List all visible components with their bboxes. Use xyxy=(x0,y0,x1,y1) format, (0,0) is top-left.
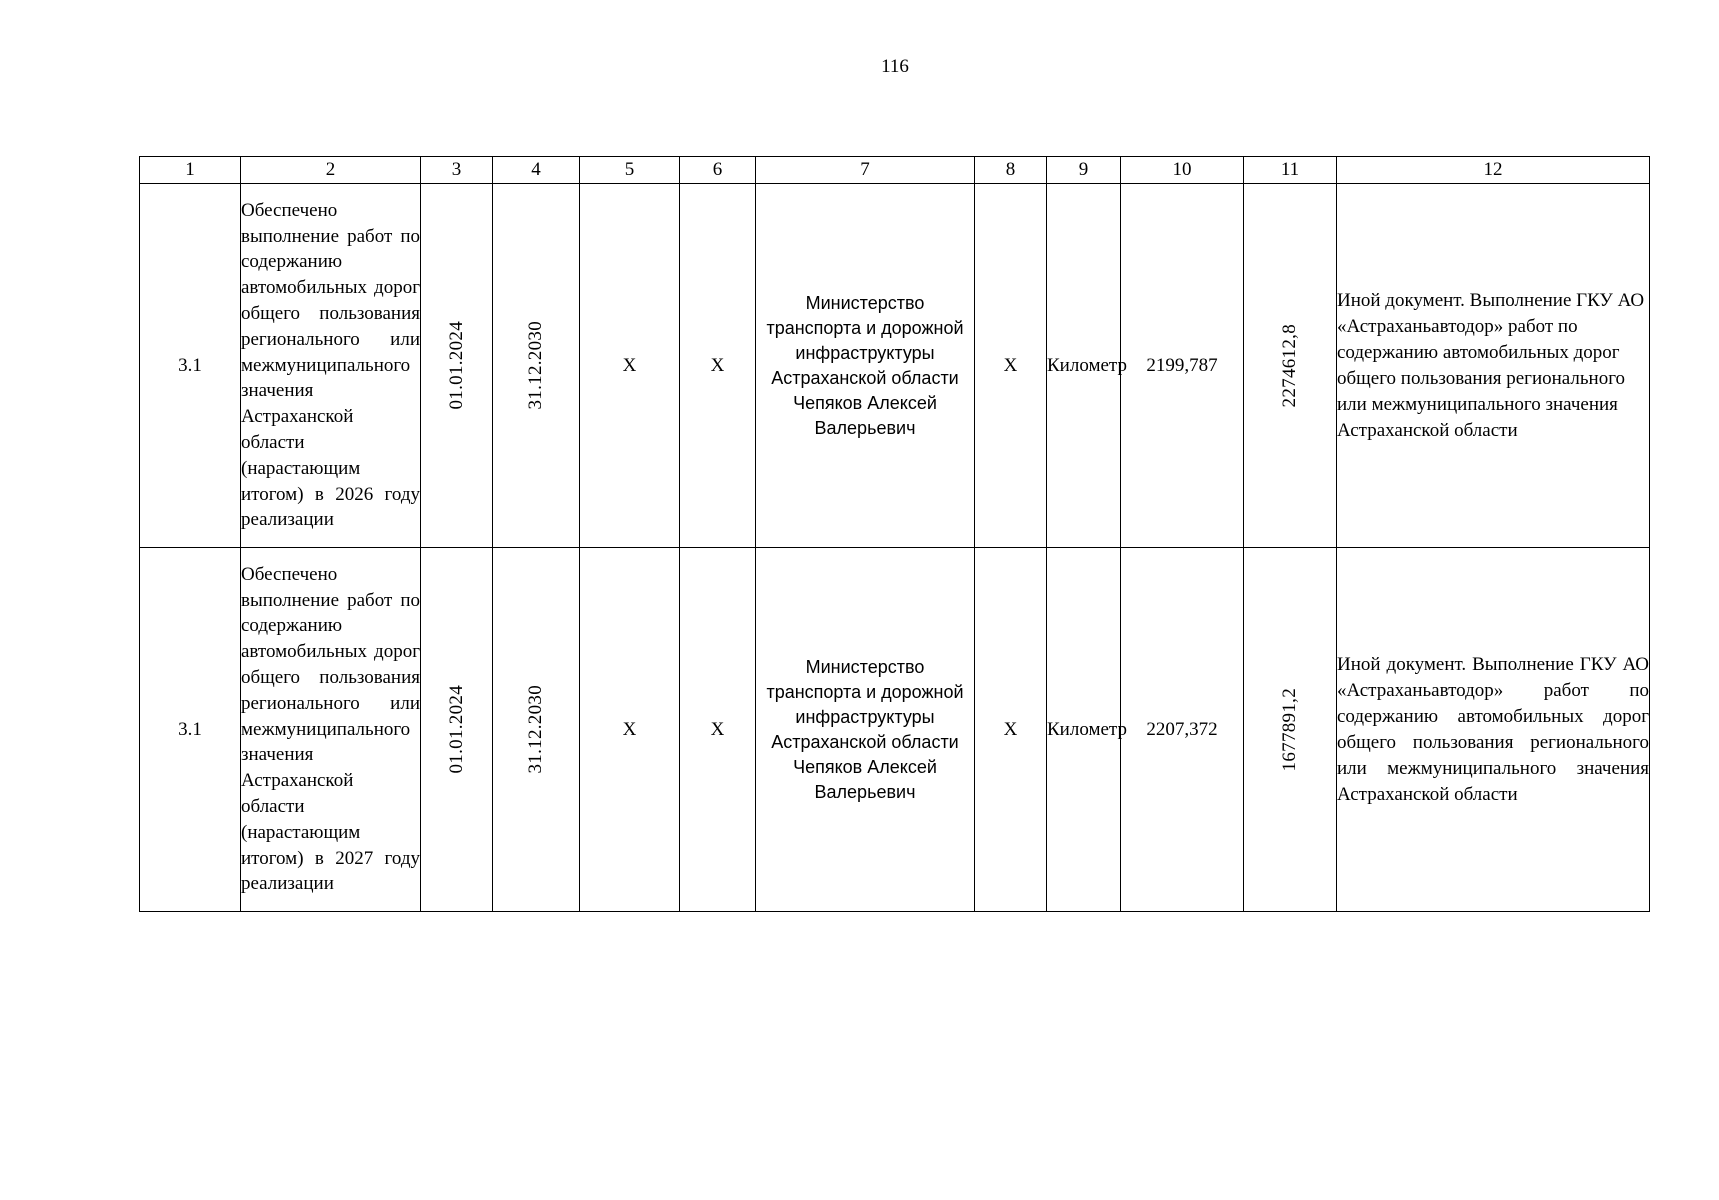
column-header-6: 6 xyxy=(680,157,756,184)
column-header-1: 1 xyxy=(140,157,241,184)
column-header-12: 12 xyxy=(1337,157,1650,184)
column-header-5: 5 xyxy=(580,157,680,184)
responsible-executor: Министерство транспорта и дорожной инфраструктуры Астраханской области Чепяков Алексей Валерьевич xyxy=(756,548,975,912)
column-header-11: 11 xyxy=(1244,157,1337,184)
column-5-value: X xyxy=(580,184,680,548)
column-6-value: X xyxy=(680,548,756,912)
column-header-9: 9 xyxy=(1047,157,1121,184)
start-date: 01.01.2024 xyxy=(445,685,467,774)
column-5-value: X xyxy=(580,548,680,912)
amount: 2274612,8 xyxy=(1279,323,1300,408)
column-header-7: 7 xyxy=(756,157,975,184)
start-date-cell xyxy=(421,184,493,548)
row-number: 3.1 xyxy=(140,184,241,548)
table-row xyxy=(140,184,1650,548)
column-header-3: 3 xyxy=(421,157,493,184)
result-description: Обеспечено выполнение работ по содержанию автомобильных дорог общего пользования регионального или межмуниципального значения Астраханской области (нарастающим итогом) в 2026 году реализации xyxy=(241,184,421,548)
data-table xyxy=(139,156,1650,912)
unit-of-measure: Километр xyxy=(1047,548,1121,912)
column-header-8: 8 xyxy=(975,157,1047,184)
indicator-value: 2207,372 xyxy=(1121,548,1244,912)
confirming-document: Иной документ. Выполнение ГКУ АО «Астраханьавтодор» работ по содержанию автомобильных дорог общего пользования регионального или межмуниципального значения Астраханской области xyxy=(1337,184,1650,548)
column-header-4: 4 xyxy=(493,157,580,184)
table-row xyxy=(140,548,1650,912)
header-row xyxy=(140,157,1650,184)
column-header-10: 10 xyxy=(1121,157,1244,184)
end-date-cell xyxy=(493,548,580,912)
column-8-value: X xyxy=(975,548,1047,912)
page-number: 116 xyxy=(881,56,909,77)
end-date-cell xyxy=(493,184,580,548)
amount-cell xyxy=(1244,184,1337,548)
column-header-2: 2 xyxy=(241,157,421,184)
end-date: 31.12.2030 xyxy=(525,321,546,410)
row-number: 3.1 xyxy=(140,548,241,912)
end-date: 31.12.2030 xyxy=(525,685,546,774)
column-6-value: X xyxy=(680,184,756,548)
amount: 1677891,2 xyxy=(1279,687,1300,772)
confirming-document: Иной документ. Выполнение ГКУ АО «Астраханьавтодор» работ по содержанию автомобильных дорог общего пользования регионального или межмуниципального значения Астраханской области xyxy=(1337,548,1650,912)
column-8-value: X xyxy=(975,184,1047,548)
indicator-value: 2199,787 xyxy=(1121,184,1244,548)
unit-of-measure: Километр xyxy=(1047,184,1121,548)
responsible-executor: Министерство транспорта и дорожной инфраструктуры Астраханской области Чепяков Алексей Валерьевич xyxy=(756,184,975,548)
result-description: Обеспечено выполнение работ по содержанию автомобильных дорог общего пользования регионального или межмуниципального значения Астраханской области (нарастающим итогом) в 2027 году реализации xyxy=(241,548,421,912)
start-date-cell xyxy=(421,548,493,912)
amount-cell xyxy=(1244,548,1337,912)
start-date: 01.01.2024 xyxy=(445,321,467,410)
